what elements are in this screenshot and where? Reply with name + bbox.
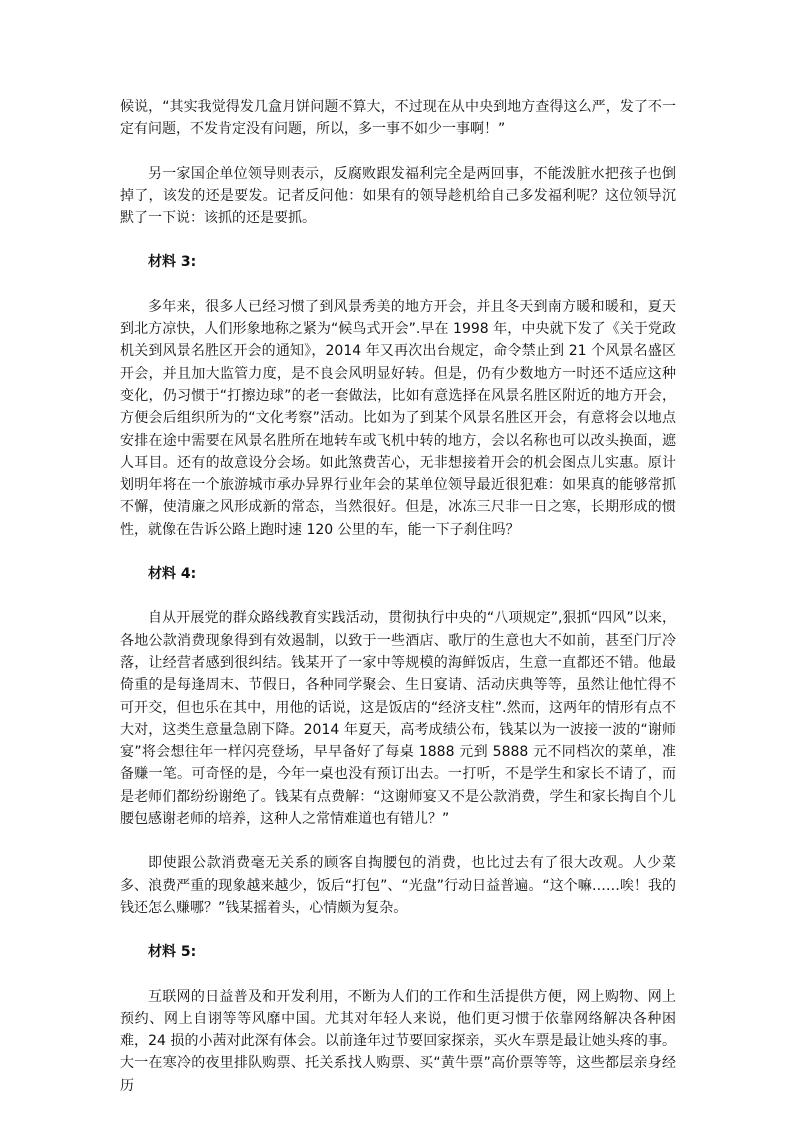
section-heading-5: 材料 5: [148,944,197,961]
paragraph-1: 候说，“其实我觉得发几盒月饼问题不算大，不过现在从中央到地方查得这么严，发了不一定有问题，不发肯定没有问题，所以，多一事不如少一事啊！” [120,99,676,138]
paragraph-4: 自从开展党的群众路线教育实践活动，贯彻执行中央的“八项规定”,狠抓“四风”以来，各地公款消费现象得到有效遏制，以致于一些酒店、歌厅的生意也大不如前，甚至门厅冷落，让经营者感到很纠结。钱某开了一家中等规模的海鲜饭店，生意一直都还不错。他最倚重的是每逢周末、节假日，各种同学聚会、生日宴请、活动庆典等等，虽然让他忙得不可开交，但也乐在其中，用他的话说，这是饭店的“经济支柱”.然而，这两年的情形有点不大对，这类生意量急剧下降。2014 年夏天，高考成绩公布，钱某以为一波接一波的“谢师宴”将会想往年一样闪亮登场，早早备好了每桌 1888 元到 5888 元不同档次的菜单，准备赚一笔。可奇怪的是，今年一桌也没有预订出去。一打听，不是学生和家长不请了，而是老师们都纷纷谢绝了。钱某有点费解：“这谢师宴又不是公款消费，学生和家长掏自个儿腰包感谢老师的培养，这种人之常情难道也有错儿？” [120,610,676,828]
section-heading-4: 材料 4: [148,566,197,583]
document-page [120,96,676,1097]
paragraph-3: 多年来，很多人已经习惯了到风景秀美的地方开会，并且冬天到南方暖和暖和，夏天到北方凉快，人们形象地称之紧为“候鸟式开会”.早在 1998 年，中央就下发了《关于党政机关到风景名胜区开会的通知》，2014 年又再次出台规定，命令禁止到 21 个风景名盛区开会，并且加大监管力度，是不良会风明显好转。但是，仍有少数地方一时还不适应这种变化，仍习惯于“打擦边球”的老一套做法，比如有意选择在风景名胜区附近的地方开会，方便会后组织所为的“文化考察”活动。比如为了到某个风景名胜区开会，有意将会以地点安排在途中需要在风景名胜所在地转车或飞机中转的地方，会以名称也可以改头换面，遮人耳目。还有的故意设分会场。如此煞费苦心，无非想接着开会的机会图点儿实惠。原计划明年将在一个旅游城市承办异界行业年会的某单位领导最近很犯难：如果真的能够常抓不懈，使清廉之风形成新的常态，当然很好。但是，冰冻三尺非一日之寒，长期形成的惯性，就像在告诉公路上跑时速 120 公里的车，能一下子刹住吗？ [120,298,676,538]
section-heading-3: 材料 3: [148,254,197,271]
paragraph-5: 即使跟公款消费毫无关系的顾客自掏腰包的消费，也比过去有了很大改观。人少菜多、浪费严重的现象越来越少，饭后“打包”、“光盘”行动日益普遍。“这个嘛……唉！我的钱还怎么赚哪？”钱某摇着头，心情颇为复杂。 [120,855,676,916]
paragraph-2: 另一家国企单位领导则表示，反腐败跟发福利完全是两回事，不能泼脏水把孩子也倒掉了，该发的还是要发。记者反问他：如果有的领导趁机给自己多发福利呢？这位领导沉默了一下说：该抓的还是要抓。 [120,165,676,227]
paragraph-6: 互联网的日益普及和开发利用，不断为人们的工作和生活提供方便，网上购物、网上预约、网上自诩等等风靡中国。尤其对年轻人来说，他们更习惯于依靠网络解决各种困难，24 损的小茜对此深有体会。以前逢年过节要回家探亲，买火车票是最让她头疼的事。大一在寒冷的夜里排队购票、托关系找人购票、买“黄牛票”高价票等等，这些都层亲身经历 [120,988,676,1094]
